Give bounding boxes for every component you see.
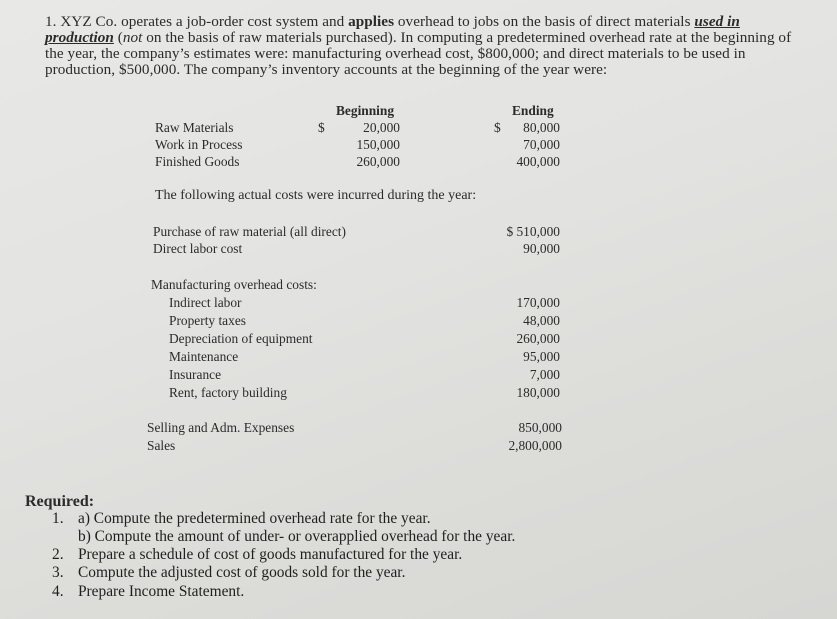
other-label-selling-adm: Selling and Adm. Expenses xyxy=(147,420,295,435)
overhead-label-indirect-labor: Indirect labor xyxy=(169,295,242,310)
inv-currency-ending: $ xyxy=(494,120,501,135)
overhead-value-indirect-labor: 170,000 xyxy=(516,295,560,310)
intro-line-1: 1. XYZ Co. operates a job-order cost system and applies overhead to jobs on the basis of direct materials used in xyxy=(45,13,740,30)
required-item-num-2: 2. xyxy=(52,546,64,563)
required-item-num-3: 3. xyxy=(52,564,64,581)
inv-beginning-raw-materials: 20,000 xyxy=(363,120,400,135)
other-value-selling-adm: 850,000 xyxy=(518,420,562,435)
required-item-2: Prepare a schedule of cost of goods manufactured for the year. xyxy=(78,546,463,563)
inv-label-wip: Work in Process xyxy=(155,137,243,152)
actual-label-purchases: Purchase of raw material (all direct) xyxy=(153,224,346,239)
other-value-sales: 2,800,000 xyxy=(508,438,562,453)
overhead-value-depreciation: 260,000 xyxy=(516,331,560,346)
overhead-label-insurance: Insurance xyxy=(169,367,222,382)
required-item-3: Compute the adjusted cost of goods sold for the year. xyxy=(78,564,406,581)
actual-value-purchases: $ 510,000 xyxy=(506,224,560,239)
overhead-heading: Manufacturing overhead costs: xyxy=(151,277,317,292)
required-item-1a: a) Compute the predetermined overhead rate for the year. xyxy=(78,510,431,527)
overhead-value-property-taxes: 48,000 xyxy=(523,313,560,328)
other-label-sales: Sales xyxy=(147,438,176,453)
inv-label-raw-materials: Raw Materials xyxy=(155,120,234,135)
overhead-value-rent: 180,000 xyxy=(516,385,560,400)
overhead-label-rent: Rent, factory building xyxy=(169,385,287,400)
overhead-value-insurance: 7,000 xyxy=(529,367,560,382)
intro-line-4: production, $500,000. The company’s inventory accounts at the beginning of the year were: xyxy=(45,61,608,78)
overhead-label-depreciation: Depreciation of equipment xyxy=(169,331,313,346)
col-ending-header: Ending xyxy=(512,103,554,118)
inv-beginning-finished-goods: 260,000 xyxy=(356,154,400,169)
inv-ending-raw-materials: 80,000 xyxy=(523,120,560,135)
actual-label-direct-labor: Direct labor cost xyxy=(153,241,243,256)
intro-line-2: production (not on the basis of raw materials purchased). In computing a predetermined overhead rate at the beginning of xyxy=(45,29,792,46)
overhead-value-maintenance: 95,000 xyxy=(523,349,560,364)
inv-label-finished-goods: Finished Goods xyxy=(155,154,240,169)
inv-ending-finished-goods: 400,000 xyxy=(516,154,560,169)
required-item-4: Prepare Income Statement. xyxy=(78,583,245,600)
overhead-label-maintenance: Maintenance xyxy=(169,349,239,364)
inv-beginning-wip: 150,000 xyxy=(356,137,400,152)
overhead-label-property-taxes: Property taxes xyxy=(169,313,246,328)
required-item-1b: b) Compute the amount of under- or overapplied overhead for the year. xyxy=(78,528,516,545)
actual-costs-intro: The following actual costs were incurred during the year: xyxy=(155,188,477,203)
intro-line-3: the year, the company’s estimates were: manufacturing overhead cost, $800,000; and direct materials to be used in xyxy=(45,45,746,62)
required-title: Required: xyxy=(25,493,95,510)
inv-currency-beginning: $ xyxy=(318,120,325,135)
actual-value-direct-labor: 90,000 xyxy=(523,241,560,256)
problem-intro xyxy=(45,14,815,78)
inv-ending-wip: 70,000 xyxy=(523,137,560,152)
required-item-num-1: 1. xyxy=(52,510,64,527)
required-item-num-4: 4. xyxy=(52,583,64,600)
col-beginning-header: Beginning xyxy=(336,103,395,118)
